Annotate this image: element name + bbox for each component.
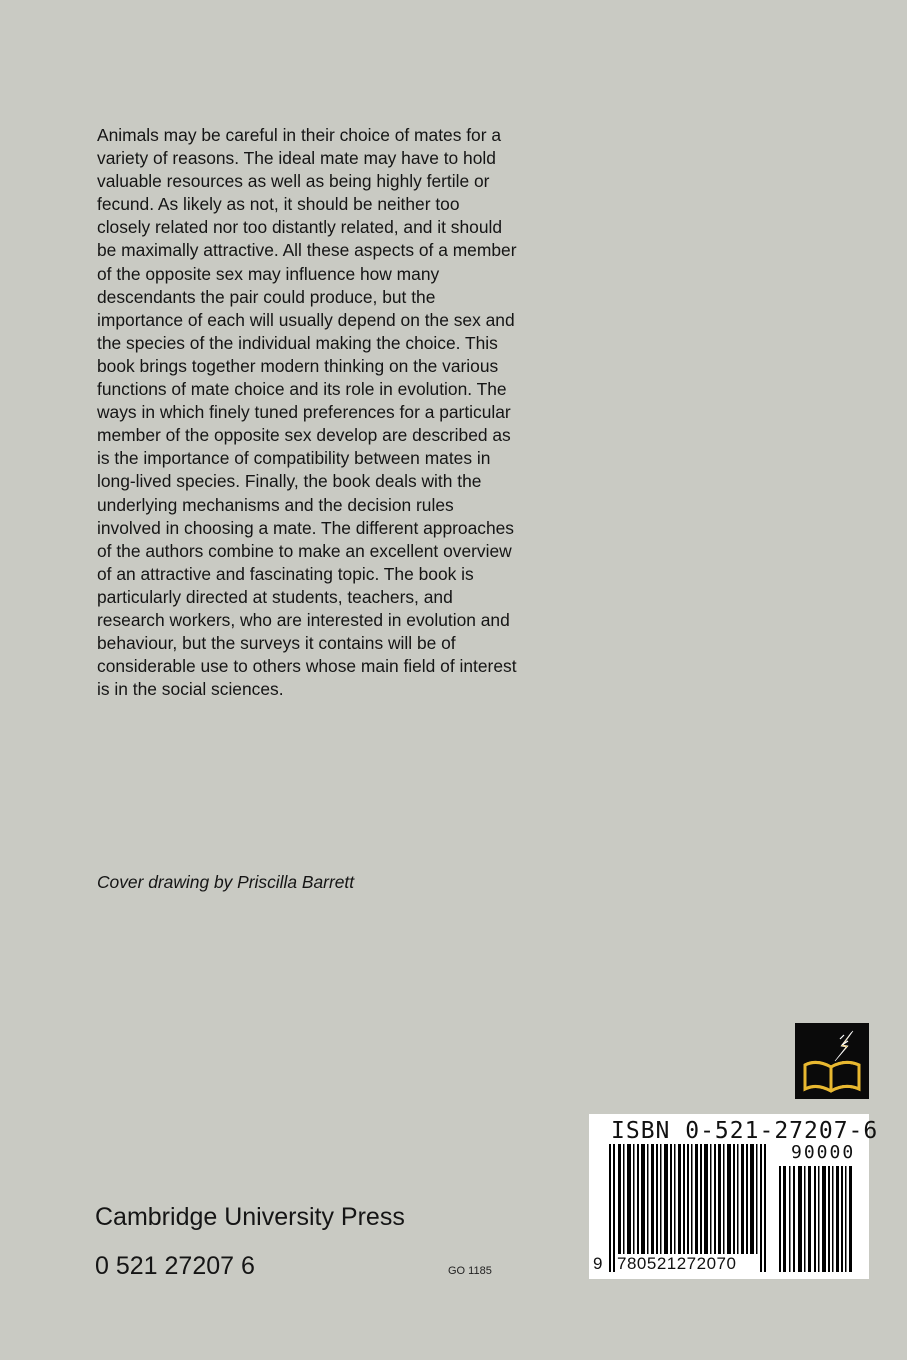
blurb-text: Animals may be careful in their choice of mates for a variety of reasons. The ideal mate may have to hold valuable resources as well as being highly fertile or fecund. As likely as not, it should be neither too closely related nor too distantly related, and it should be maximally attractive. All these aspects of a member of the opposite sex may influence how many descendants the pair could produce, but the importance of each will usually depend on the sex and the species of the individual making the choice. This book brings together modern thinking on the various functions of mate choice and its role in evolution. The ways in which finely tuned preferences for a particular member of the opposite sex develop are described as is the importance of compatibility between mates in long-lived species. Finally, the book deals with the underlying mechanisms and the decision rules involved in choosing a mate. The different approaches of the authors combine to make an excellent overview of an attractive and fascinating topic. The book is particularly directed at students, teachers, and research workers, who are interested in evolution and behaviour, but the surveys it contains will be of considerable use to others whose main field of interest is in the social sciences.	[97, 125, 517, 700]
isbn-number: 0 521 27207 6	[95, 1252, 255, 1280]
barcode-addon-digits: 90000	[791, 1142, 856, 1163]
barcode-isbn-label: ISBN 0-521-27207-6	[611, 1118, 879, 1144]
isbn-barcode	[589, 1114, 879, 1279]
barcode-bars	[609, 1144, 767, 1272]
cover-credit: Cover drawing by Priscilla Barrett	[97, 872, 355, 892]
barcode-addon-bars	[779, 1166, 853, 1272]
ean-digits: 780521272070	[617, 1254, 737, 1273]
publisher-name: Cambridge University Press	[95, 1203, 405, 1231]
publisher-logo	[795, 1023, 869, 1099]
stock-code: GO 1185	[448, 1265, 492, 1277]
ean-first-digit: 9	[593, 1254, 603, 1273]
open-book-lightning-icon	[795, 1023, 869, 1099]
